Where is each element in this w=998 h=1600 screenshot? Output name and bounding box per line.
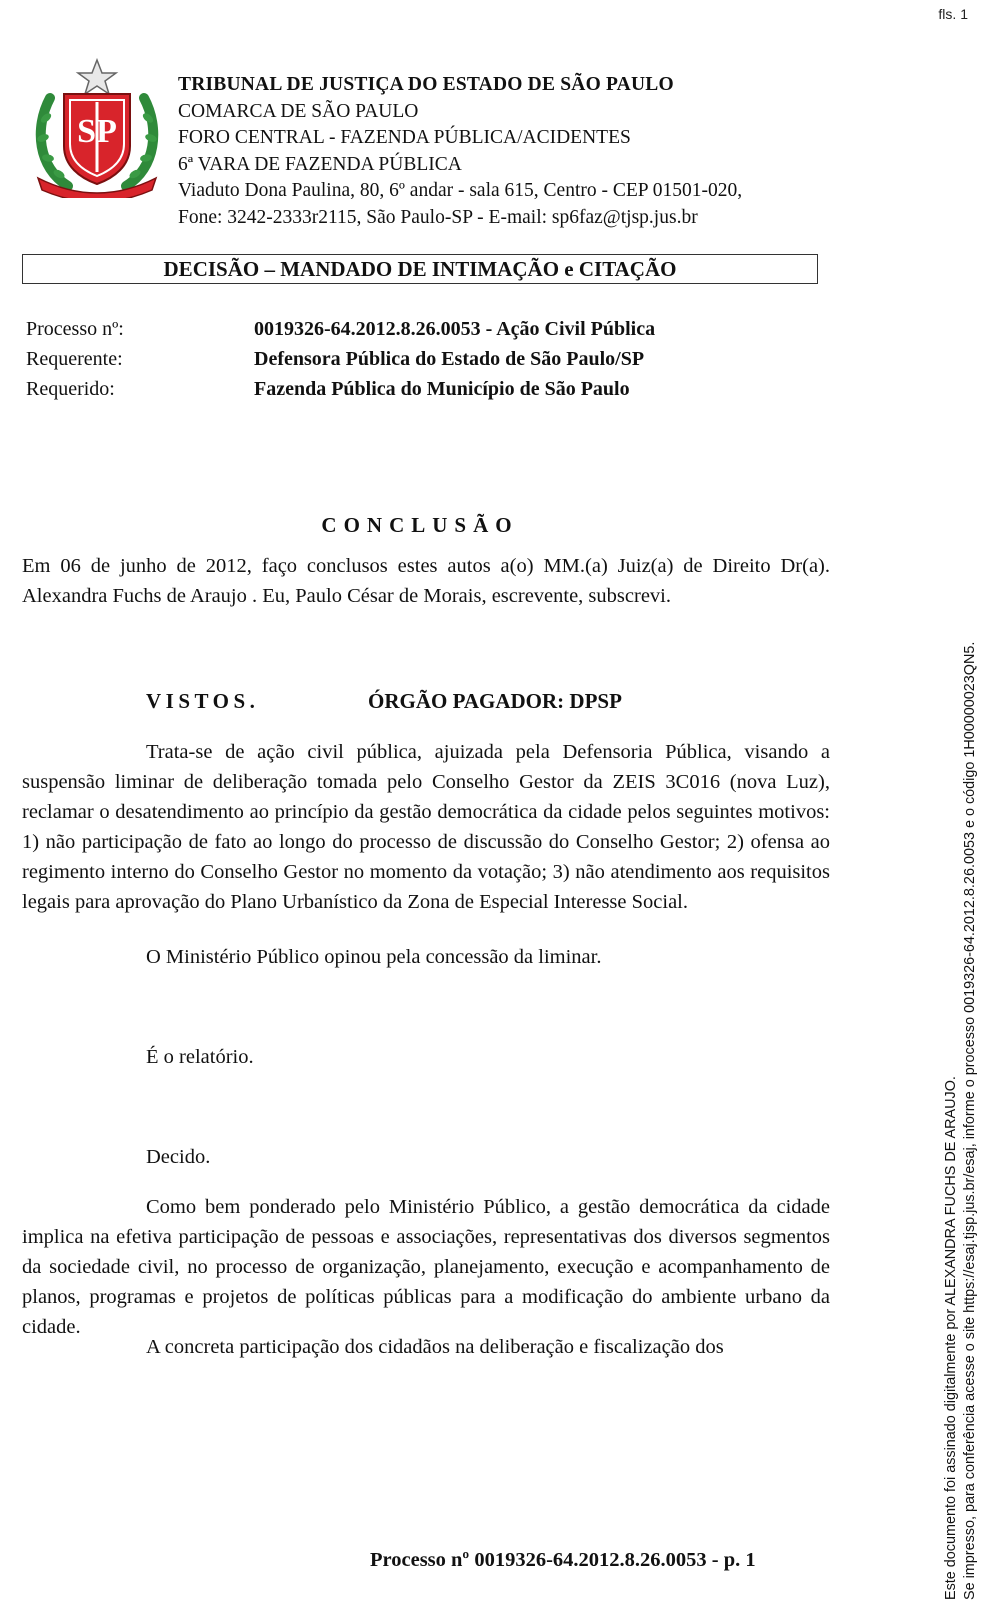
page-number-label: fls. 1 bbox=[938, 6, 968, 22]
digital-signature-note bbox=[942, 420, 980, 1600]
paragraph-2: O Ministério Público opinou pela concessão da liminar. bbox=[146, 946, 602, 968]
seal-letters: SP bbox=[77, 113, 117, 150]
process-value: 0019326-64.2012.8.26.0053 - Ação Civil Pública bbox=[254, 318, 656, 340]
paragraph-1: Trata-se de ação civil pública, ajuizada pela Defensoria Pública, visando a suspensão liminar de deliberação tomada pelo Conselho Gestor da ZEIS 3C016 (nova Luz), reclamar o desatendimento ao princípio da gestão democrática da cidade pelos seguintes motivos: 1) não participação de fato ao longo do processo de discussão do Conselho Gestor; 2) ofensa ao regimento interno do Conselho Gestor no momento da votação; 3) não atendimento aos requisitos legais para aprovação do Plano Urbanístico da Zona de Especial Interesse Social. bbox=[22, 741, 830, 913]
paragraph-5: Como bem ponderado pelo Ministério Público, a gestão democrática da cidade implica na efetiva participação de pessoas e associações, representativas dos diversos segmentos da sociedade civil, no processo de organização, planejamento, execução e acompanhamento de planos, programas e projetos de políticas públicas para a modificação do ambiente urbano da cidade. bbox=[22, 1196, 830, 1338]
conclusao-text: Em 06 de junho de 2012, faço conclusos estes autos a(o) MM.(a) Juiz(a) de Direito Dr(a). Alexandra Fuchs de Araujo . Eu, Paulo César de Morais, escrevente, subscrevi. bbox=[22, 555, 830, 607]
document-title: DECISÃO – MANDADO DE INTIMAÇÃO e CITAÇÃO bbox=[22, 254, 818, 284]
paragraph-3: É o relatório. bbox=[146, 1046, 254, 1068]
process-row-requerente bbox=[26, 344, 655, 374]
foro: FORO CENTRAL - FAZENDA PÚBLICA/ACIDENTES bbox=[178, 127, 631, 148]
sao-paulo-coat-of-arms-icon bbox=[32, 58, 162, 198]
requerido-label: Requerido: bbox=[26, 378, 115, 400]
vara: 6ª VARA DE FAZENDA PÚBLICA bbox=[178, 153, 462, 175]
requerido-value: Fazenda Pública do Município de São Paulo bbox=[254, 378, 630, 400]
orgao-pagador: ÓRGÃO PAGADOR: DPSP bbox=[368, 689, 622, 713]
process-row-requerido bbox=[26, 374, 655, 404]
process-info bbox=[26, 314, 655, 404]
court-name: TRIBUNAL DE JUSTIÇA DO ESTADO DE SÃO PAULO bbox=[178, 74, 674, 95]
requerente-value: Defensora Pública do Estado de São Paulo/SP bbox=[254, 348, 645, 370]
conclusao-heading: CONCLUSÃO bbox=[321, 513, 519, 537]
court-header bbox=[178, 72, 742, 231]
verification-line: Se impresso, para conferência acesse o site https://esaj.tjsp.jus.br/esaj, informe o processo 0019326-64.2012.8.26.0053 e o código 1H00000023QN5. bbox=[962, 641, 978, 1600]
process-row-number bbox=[26, 314, 655, 344]
signature-line: Este documento foi assinado digitalmente por ALEXANDRA FUCHS DE ARAUJO. bbox=[943, 1076, 959, 1600]
footer-process-page: Processo nº 0019326-64.2012.8.26.0053 - p. 1 bbox=[370, 1549, 756, 1571]
vistos-heading: VISTOS. bbox=[146, 689, 260, 713]
comarca: COMARCA DE SÃO PAULO bbox=[178, 100, 419, 122]
court-contact: Fone: 3242-2333r2115, São Paulo-SP - E-mail: sp6faz@tjsp.jus.br bbox=[178, 206, 698, 228]
paragraph-4: Decido. bbox=[146, 1146, 211, 1168]
process-label: Processo nº: bbox=[26, 318, 124, 340]
court-address: Viaduto Dona Paulina, 80, 6º andar - sala 615, Centro - CEP 01501-020, bbox=[178, 180, 743, 201]
paragraph-6: A concreta participação dos cidadãos na deliberação e fiscalização dos bbox=[146, 1336, 724, 1358]
requerente-label: Requerente: bbox=[26, 348, 123, 370]
